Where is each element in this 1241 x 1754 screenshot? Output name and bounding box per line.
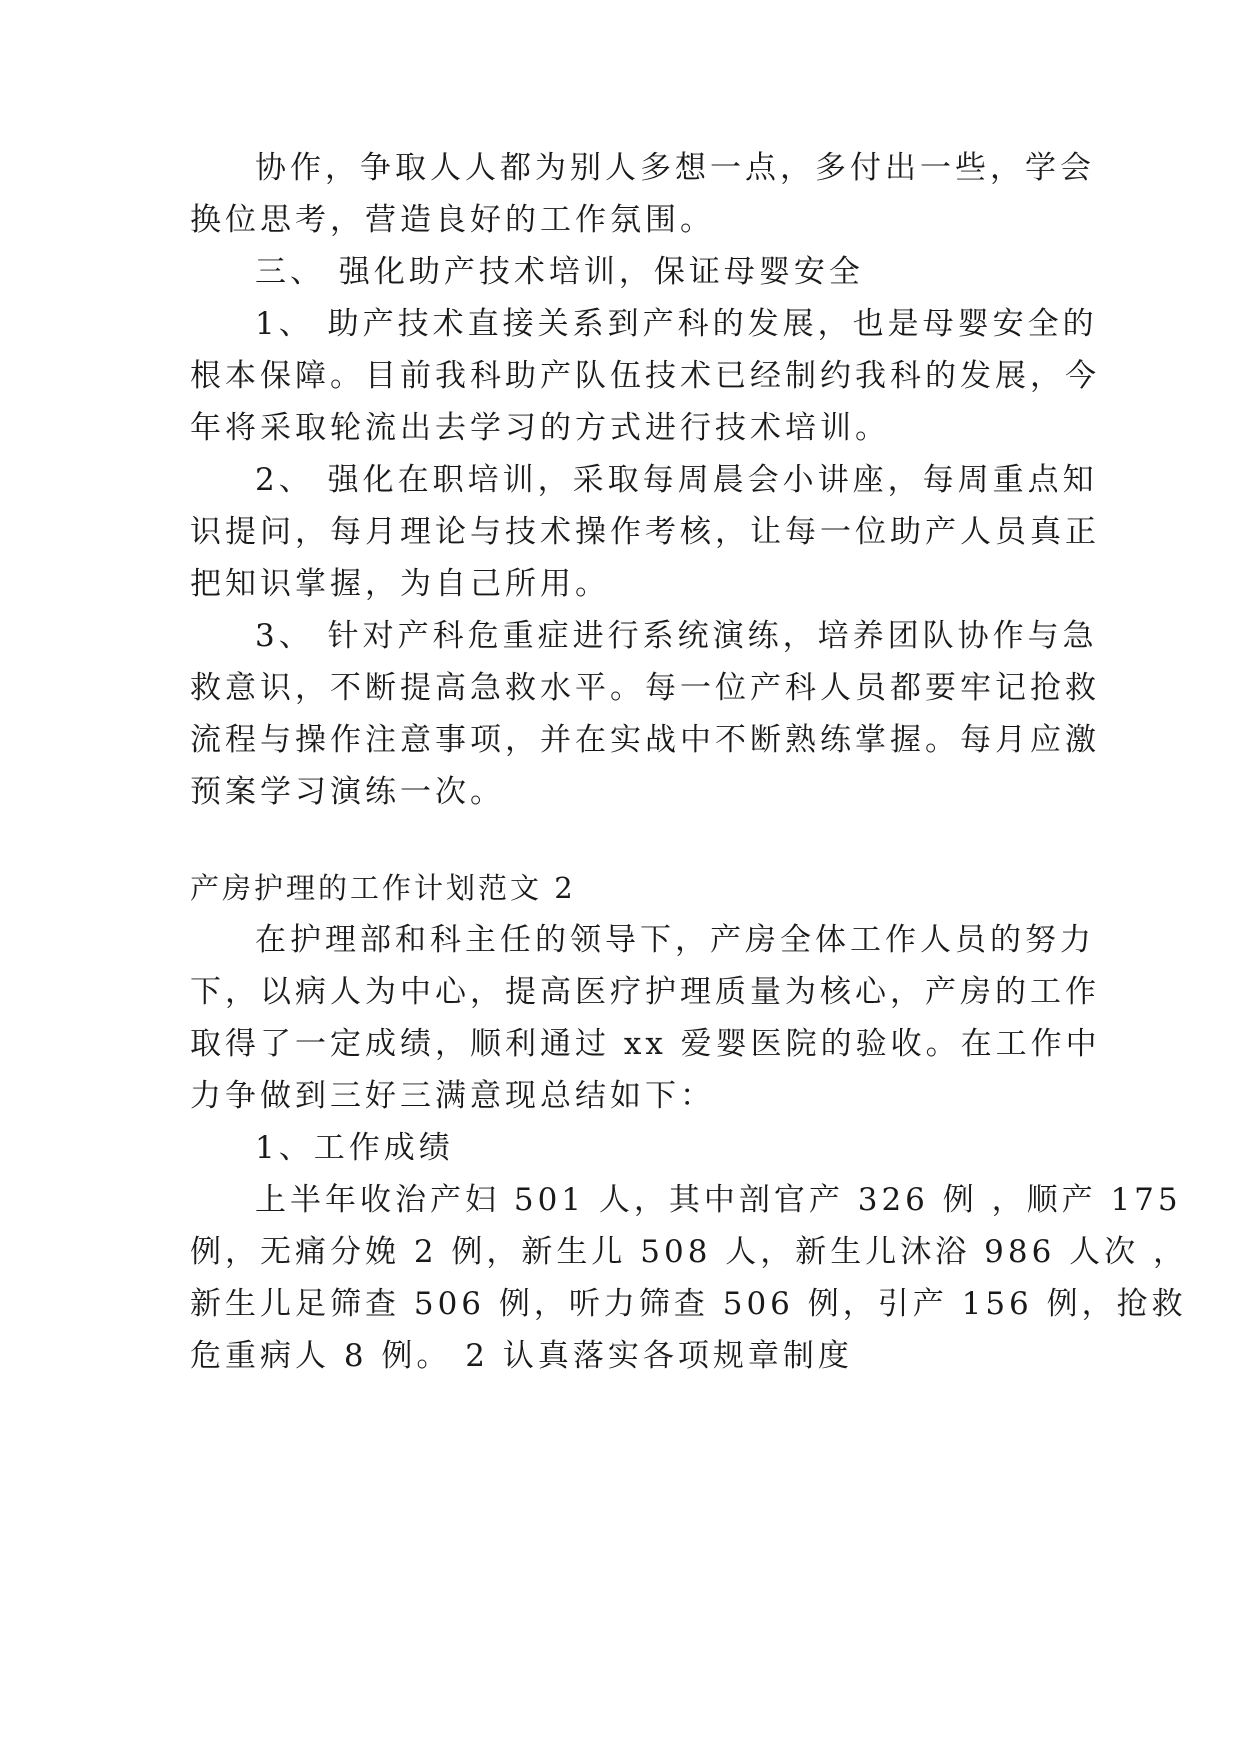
text-line: 救意识，不断提高急救水平。每一位产科人员都要牢记抢救 <box>190 670 1100 706</box>
text-line: 年将采取轮流出去学习的方式进行技术培训。 <box>190 410 890 446</box>
text-line: 2、 强化在职培训，采取每周晨会小讲座，每周重点知 <box>255 462 1098 498</box>
text-line: 取得了一定成绩，顺利通过 xx 爱婴医院的验收。在工作中 <box>190 1026 1101 1062</box>
text-line: 流程与操作注意事项，并在实战中不断熟练掌握。每月应激 <box>190 722 1100 758</box>
text-line: 新生儿足筛查 506 例，听力筛查 506 例，引产 156 例，抢救 <box>190 1286 1187 1322</box>
section-heading: 三、 强化助产技术培训，保证母婴安全 <box>255 254 864 290</box>
article-title: 产房护理的工作计划范文 2 <box>190 871 576 905</box>
text-line: 下，以病人为中心，提高医疗护理质量为核心，产房的工作 <box>190 974 1100 1010</box>
text-line: 在护理部和科主任的领导下，产房全体工作人员的努力 <box>255 922 1095 958</box>
text-line: 换位思考，营造良好的工作氛围。 <box>190 202 715 238</box>
text-line: 1、 助产技术直接关系到产科的发展，也是母婴安全的 <box>255 306 1098 342</box>
text-line: 识提问，每月理论与技术操作考核，让每一位助产人员真正 <box>190 514 1100 550</box>
text-line: 力争做到三好三满意现总结如下： <box>190 1078 715 1114</box>
text-line: 例，无痛分娩 2 例，新生儿 508 人，新生儿沐浴 986 人次 ， <box>190 1234 1189 1270</box>
text-line: 协作，争取人人都为别人多想一点，多付出一些，学会 <box>255 150 1095 186</box>
text-line: 预案学习演练一次。 <box>190 774 505 810</box>
section-heading: 1、工作成绩 <box>255 1130 454 1166</box>
text-line: 把知识掌握，为自己所用。 <box>190 566 610 602</box>
text-line: 3、 针对产科危重症进行系统演练，培养团队协作与急 <box>255 618 1098 654</box>
text-line: 根本保障。目前我科助产队伍技术已经制约我科的发展，今 <box>190 358 1100 394</box>
text-line: 上半年收治产妇 501 人，其中剖官产 326 例 ，顺产 175 <box>255 1182 1182 1218</box>
text-line: 危重病人 8 例。 2 认真落实各项规章制度 <box>190 1338 853 1374</box>
